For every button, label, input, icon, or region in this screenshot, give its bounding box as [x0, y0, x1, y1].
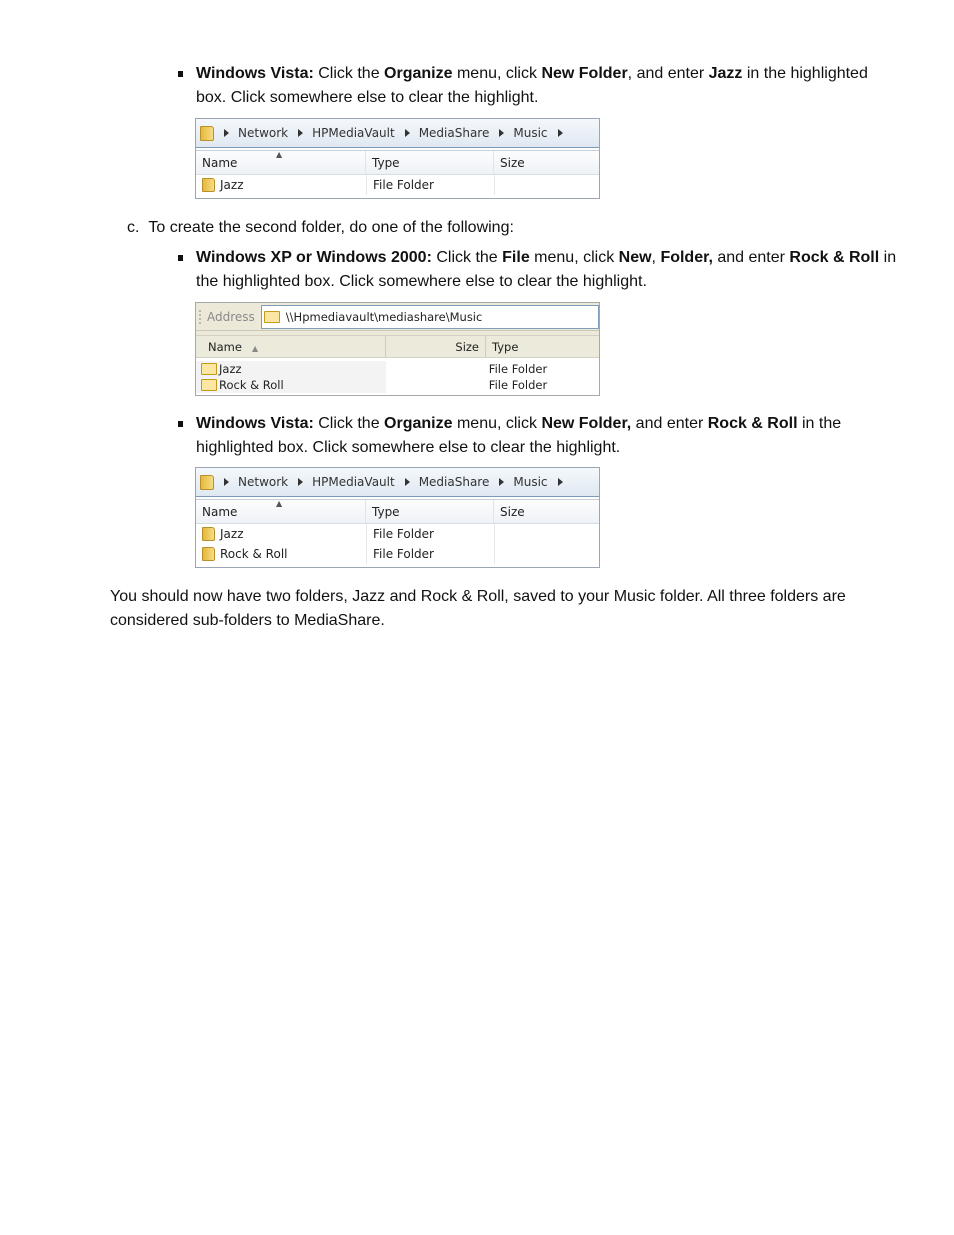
sort-ascending-icon: ▲: [276, 150, 283, 159]
table-row: [196, 524, 599, 544]
chevron-right-icon: [499, 478, 504, 486]
command-name: New: [618, 249, 652, 266]
column-header-size: Size: [500, 505, 525, 519]
file-type: File Folder: [488, 378, 548, 392]
chevron-right-icon: [558, 129, 563, 137]
menu-name: Organize: [384, 65, 453, 82]
folder-icon: [201, 363, 217, 375]
folder-icon: [200, 475, 214, 490]
chevron-right-icon: [224, 129, 229, 137]
table-row: [196, 544, 599, 564]
chevron-right-icon: [558, 478, 563, 486]
address-value: \\Hpmediavault\mediashare\Music: [285, 309, 483, 324]
breadcrumb-music: Music: [513, 126, 548, 140]
address-input: [261, 305, 599, 329]
folder-icon: [202, 527, 215, 541]
column-header-row: [196, 151, 599, 175]
folder-name: Rock & Roll: [707, 415, 798, 432]
file-size: [494, 175, 599, 195]
text: in the highlighted box. Click somewhere else to clear the highlight.: [196, 415, 842, 456]
vista-bullet-1: [178, 62, 898, 109]
bullet-marker: [178, 255, 183, 261]
command-name: New Folder: [541, 65, 628, 82]
text: , and enter: [627, 65, 709, 82]
file-type: File Folder: [366, 524, 494, 544]
file-type: File Folder: [366, 544, 494, 564]
bullet-marker: [178, 421, 183, 427]
step-marker: c.: [127, 219, 140, 236]
step-text: To create the second folder, do one of the following:: [148, 219, 514, 236]
bullet-text: [196, 62, 898, 109]
text: in the highlighted box. Click somewhere else to clear the highlight.: [196, 249, 897, 290]
text: menu, click: [452, 65, 542, 82]
file-type: File Folder: [488, 362, 548, 376]
vista-explorer-screenshot-1: [195, 118, 600, 199]
file-name: Jazz: [220, 178, 244, 192]
folder-name: Jazz: [708, 65, 743, 82]
vista-explorer-screenshot-2: [195, 467, 600, 568]
column-header-size: Size: [500, 156, 525, 170]
chevron-right-icon: [405, 478, 410, 486]
text: Click the: [431, 249, 503, 266]
text: Click the: [313, 415, 385, 432]
address-bar: [196, 303, 599, 331]
vista-bullet-2: [178, 412, 898, 459]
menu-name: File: [502, 249, 530, 266]
breadcrumb-hpmediavault: HPMediaVault: [312, 126, 395, 140]
bullet-marker: [178, 71, 183, 77]
text: menu, click: [529, 249, 619, 266]
address-label: Address: [199, 310, 261, 324]
closing-paragraph: You should now have two folders, Jazz and Rock & Roll, saved to your Music folder. All three folders are considered sub-folders to MediaShare.: [110, 588, 846, 629]
folder-icon: [202, 178, 215, 192]
folder-icon: [264, 311, 280, 323]
chevron-right-icon: [224, 478, 229, 486]
file-name: Rock & Roll: [219, 378, 284, 392]
column-header-name: Name: [196, 500, 366, 523]
breadcrumb-network: Network: [238, 126, 289, 140]
file-type: File Folder: [366, 175, 494, 195]
bullet-text: [196, 246, 898, 293]
breadcrumb-network: Network: [238, 475, 289, 489]
breadcrumb-music: Music: [513, 475, 548, 489]
sort-ascending-icon: ▲: [276, 499, 283, 508]
text: ,: [651, 249, 661, 266]
file-name: Jazz: [220, 527, 244, 541]
chevron-right-icon: [405, 129, 410, 137]
column-header-type: Type: [492, 340, 519, 354]
sort-ascending-icon: ▲: [251, 344, 259, 353]
breadcrumb: [196, 468, 599, 497]
table-row: [196, 175, 599, 195]
file-name: Jazz: [219, 362, 242, 376]
chevron-right-icon: [298, 478, 303, 486]
text: and enter: [631, 415, 708, 432]
column-header-name: [196, 336, 386, 357]
folder-name: Rock & Roll: [789, 249, 880, 266]
column-header-type: Type: [366, 500, 494, 523]
xp-explorer-screenshot: [195, 302, 600, 396]
file-size: [494, 524, 599, 544]
os-label: Windows Vista:: [196, 415, 314, 432]
breadcrumb: [196, 119, 599, 148]
breadcrumb-mediashare: MediaShare: [418, 475, 490, 489]
column-header-row: [196, 336, 599, 358]
folder-icon: [202, 547, 215, 561]
table-row: [196, 361, 599, 377]
xp-bullet: [178, 246, 898, 293]
breadcrumb-hpmediavault: HPMediaVault: [312, 475, 395, 489]
chevron-right-icon: [298, 129, 303, 137]
command-name: New Folder,: [541, 415, 632, 432]
folder-icon: [201, 379, 217, 391]
os-label: Windows XP or Windows 2000:: [196, 249, 432, 266]
breadcrumb-mediashare: MediaShare: [418, 126, 490, 140]
bullet-text: [196, 412, 898, 459]
os-label: Windows Vista:: [196, 65, 314, 82]
column-header-name: Name: [196, 151, 366, 174]
folder-icon: [200, 126, 214, 141]
file-size: [494, 544, 599, 564]
text: and enter: [712, 249, 790, 266]
menu-name: Organize: [384, 415, 453, 432]
command-name: Folder,: [660, 249, 713, 266]
column-header-row: [196, 500, 599, 524]
column-header-size: Size: [386, 336, 486, 357]
text: in the highlighted box. Click somewhere else to clear the highlight.: [196, 65, 868, 106]
text: menu, click: [452, 415, 542, 432]
text: Click the: [313, 65, 385, 82]
chevron-right-icon: [499, 129, 504, 137]
column-header-type: Type: [366, 151, 494, 174]
step-c: [127, 216, 514, 239]
file-name: Rock & Roll: [220, 547, 288, 561]
column-label: Name: [208, 340, 242, 354]
table-row: [196, 377, 599, 393]
